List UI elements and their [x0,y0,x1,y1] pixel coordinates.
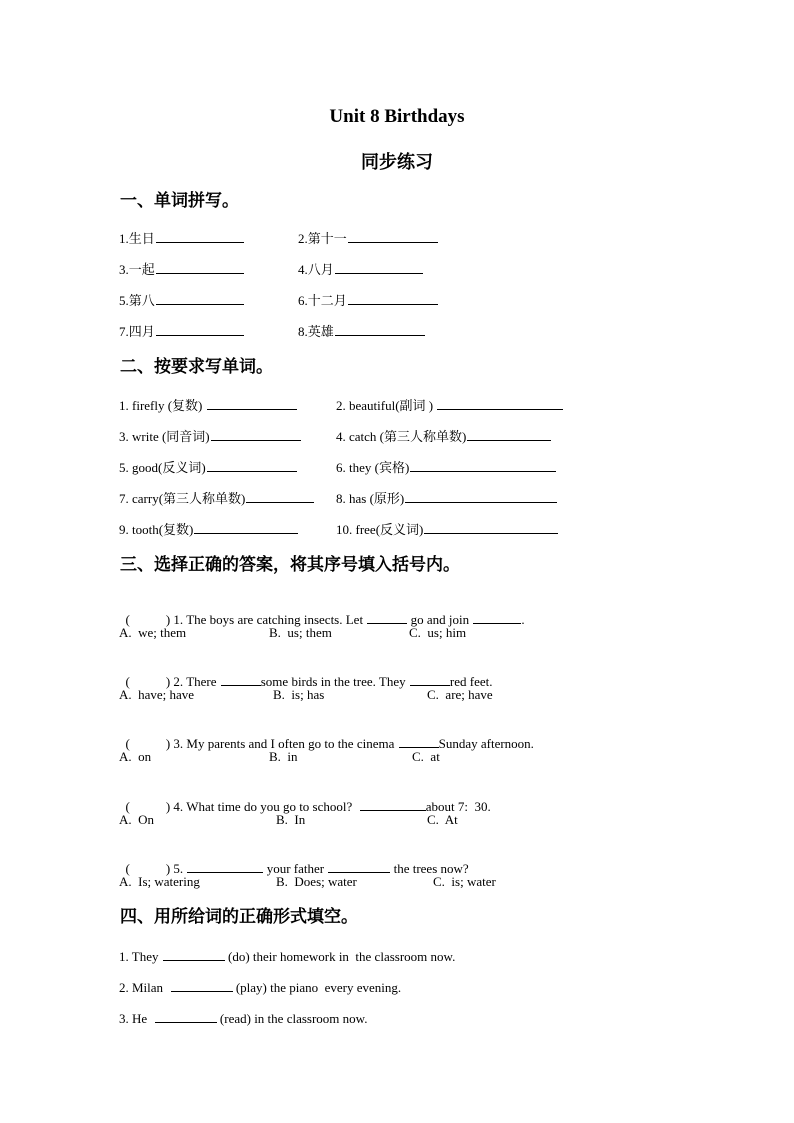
answer-blank[interactable] [156,291,244,305]
mc-option-a: A. Is; watering [119,874,200,889]
mc-option-b: B. is; has [273,687,325,702]
mc-option-c: C. is; water [433,874,496,889]
answer-blank[interactable] [156,322,244,336]
mc-option-b: B. Does; water [276,874,357,889]
answer-paren[interactable]: ( [125,674,130,689]
answer-blank[interactable] [348,229,438,243]
answer-blank[interactable] [348,291,438,305]
answer-blank[interactable] [221,672,261,686]
page-title: Unit 8 Birthdays [329,106,465,127]
spelling-item-5: 5.第八 [119,291,244,309]
mc-option-b: B. in [269,749,298,764]
answer-blank[interactable] [211,427,301,441]
spelling-item-1: 1.生日 [119,229,244,247]
fill-item-3: 3. He (read) in the classroom now. [119,1011,368,1026]
spelling-item-4: 4.八月 [298,260,423,278]
answer-blank[interactable] [399,734,439,748]
answer-paren[interactable]: ( [125,612,130,627]
answer-paren[interactable]: ( [125,736,130,751]
answer-blank[interactable] [405,489,557,503]
answer-paren[interactable]: ( [125,861,130,876]
answer-blank[interactable] [194,520,298,534]
mc-option-a: A. On [119,812,155,827]
mc-question-4: ( ) 4. What time do you go to school? about 7: 30. [125,799,491,814]
mc-option-b: B. us; them [269,625,332,640]
section-1-heading: 一、单词拼写。 [120,191,239,211]
fill-item-2: 2. Milan (play) the piano every evening. [119,980,402,995]
answer-blank[interactable] [207,396,297,410]
answer-blank[interactable] [410,672,450,686]
mc-question-1: ( ) 1. The boys are catching insects. Let go and join . [125,612,525,627]
answer-blank[interactable] [467,427,551,441]
word-form-item-7: 7. carry(第三人称单数) [119,489,314,507]
mc-question-2: ( ) 2. There some birds in the tree. They red feet. [125,674,493,689]
answer-blank[interactable] [424,520,558,534]
mc-question-5: ( ) 5. your father the trees now? [125,861,469,876]
answer-blank[interactable] [367,610,407,624]
mc-option-c: C. At [427,812,458,827]
mc-option-a: A. have; have [119,687,195,702]
word-form-item-8: 8. has (原形) [336,489,557,507]
word-form-item-9: 9. tooth(复数) [119,520,298,538]
section-4-heading: 四、用所给词的正确形式填空。 [120,907,358,927]
spelling-item-8: 8.英雄 [298,322,425,340]
spelling-item-3: 3.一起 [119,260,244,278]
word-form-item-6: 6. they (宾格) [336,458,556,476]
mc-option-c: C. are; have [427,687,493,702]
mc-option-c: C. us; him [409,625,467,640]
spelling-item-7: 7.四月 [119,322,244,340]
answer-blank[interactable] [155,1009,217,1023]
mc-option-c: C. at [412,749,440,764]
answer-blank[interactable] [473,610,521,624]
word-form-item-5: 5. good(反义词) [119,458,297,476]
answer-blank[interactable] [335,322,425,336]
answer-blank[interactable] [437,396,563,410]
answer-blank[interactable] [156,260,244,274]
mc-option-b: B. In [276,812,306,827]
fill-item-1: 1. They (do) their homework in the classroom now. [119,949,456,964]
mc-option-a: A. on [119,749,152,764]
mc-question-3: ( ) 3. My parents and I often go to the cinema Sunday afternoon. [125,736,534,751]
answer-blank[interactable] [156,229,244,243]
answer-paren[interactable]: ( [125,799,130,814]
word-form-item-4: 4. catch (第三人称单数) [336,427,551,445]
mc-option-a: A. we; them [119,625,187,640]
answer-blank[interactable] [207,458,297,472]
word-form-item-1: 1. firefly (复数) [119,396,297,414]
answer-blank[interactable] [246,489,314,503]
answer-blank[interactable] [171,978,233,992]
word-form-item-10: 10. free(反义词) [336,520,558,538]
word-form-item-3: 3. write (同音词) [119,427,301,445]
word-form-item-2: 2. beautiful(副词 ) [336,396,563,414]
answer-blank[interactable] [328,859,390,873]
page-subtitle: 同步练习 [361,152,433,173]
spelling-item-6: 6.十二月 [298,291,438,309]
section-2-heading: 二、按要求写单词。 [120,357,273,377]
answer-blank[interactable] [360,797,426,811]
spelling-item-2: 2.第十一 [298,229,438,247]
answer-blank[interactable] [335,260,423,274]
answer-blank[interactable] [163,947,225,961]
answer-blank[interactable] [410,458,556,472]
section-3-heading: 三、选择正确的答案，将其序号填入括号内。 [120,555,460,575]
answer-blank[interactable] [187,859,263,873]
